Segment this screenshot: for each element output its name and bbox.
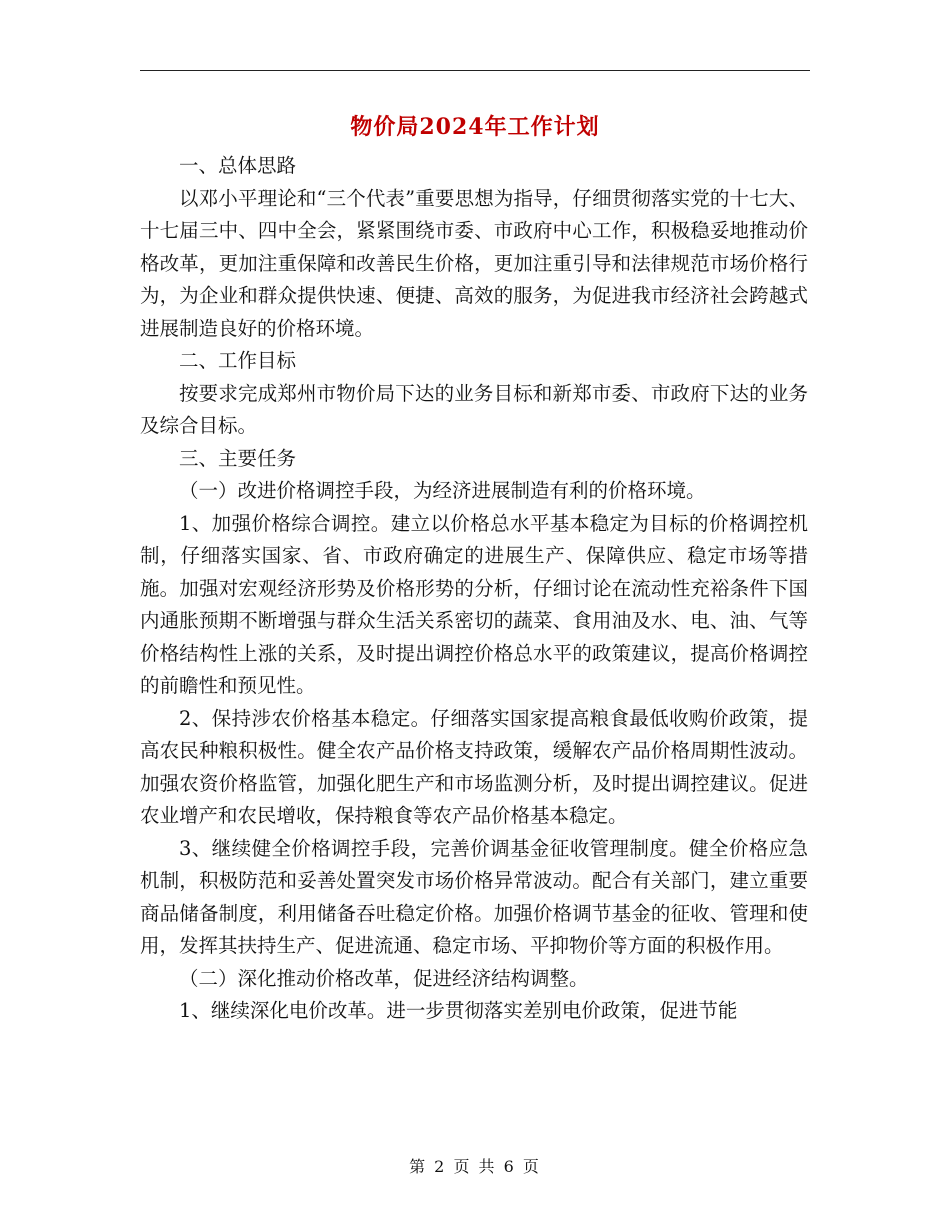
document-title: 物价局2024年工作计划 <box>350 114 600 140</box>
paragraph: 1、继续深化电价改革。进一步贯彻落实差别电价政策，促进节能 <box>179 999 738 1022</box>
paragraph: 3、继续健全价格调控手段，完善价调基金征收管理制度。健全价格应急机制，积极防范和妥善处置突发市场价格异常波动。配合有关部门，建立重要商品储备制度，利用储备吞吐稳定价格。加强价格调节基金的征收、管理和使用，发挥其扶持生产、促进流通、稳定市场、平抑物价等方面的积极作用。 <box>140 836 808 957</box>
paragraph: （二）深化推动价格改革，促进经济结构调整。 <box>179 966 589 990</box>
header-rule <box>140 70 810 71</box>
paragraph: 一、总体思路 <box>179 154 297 177</box>
paragraph: 三、主要任务 <box>179 446 297 470</box>
document-body <box>140 150 808 1028</box>
paragraph: 1、加强价格综合调控。建立以价格总水平基本稳定为目标的价格调控机制，仔细落实国家、省、市政府确定的进展生产、保障供应、稳定市场等措施。加强对宏观经济形势及价格形势的分析，仔细讨论在流动性充裕条件下国内通胀预期不断增强与群众生活关系密切的蔬菜、食用油及水、电、油、气等价格结构性上涨的关系，及时提出调控价格总水平的政策建议，提高价格调控的前瞻性和预见性。 <box>140 511 808 697</box>
paragraph: 以邓小平理论和“三个代表”重要思想为指导，仔细贯彻落实党的十七大、十七届三中、四中全会，紧紧围绕市委、市政府中心工作，积极稳妥地推动价格改革，更加注重保障和改善民生价格，更加注重引导和法律规范市场价格行为，为企业和群众提供快速、便捷、高效的服务，为促进我市经济社会跨越式进展制造良好的价格环境。 <box>140 186 808 340</box>
paragraph: （一）改进价格调控手段，为经济进展制造有利的价格环境。 <box>179 479 706 502</box>
paragraph: 按要求完成郑州市物价局下达的业务目标和新郑市委、市政府下达的业务及综合目标。 <box>140 381 808 437</box>
paragraph: 二、工作目标 <box>179 349 297 372</box>
page-number-footer: 第 2 页 共 6 页 <box>409 1157 541 1176</box>
paragraph: 2、保持涉农价格基本稳定。仔细落实国家提高粮食最低收购价政策，提高农民种粮积极性。健全农产品价格支持政策，缓解农产品价格周期性波动。加强农资价格监管，加强化肥生产和市场监测分析，及时提出调控建议。促进农业增产和农民增收，保持粮食等农产品价格基本稳定。 <box>140 706 808 827</box>
